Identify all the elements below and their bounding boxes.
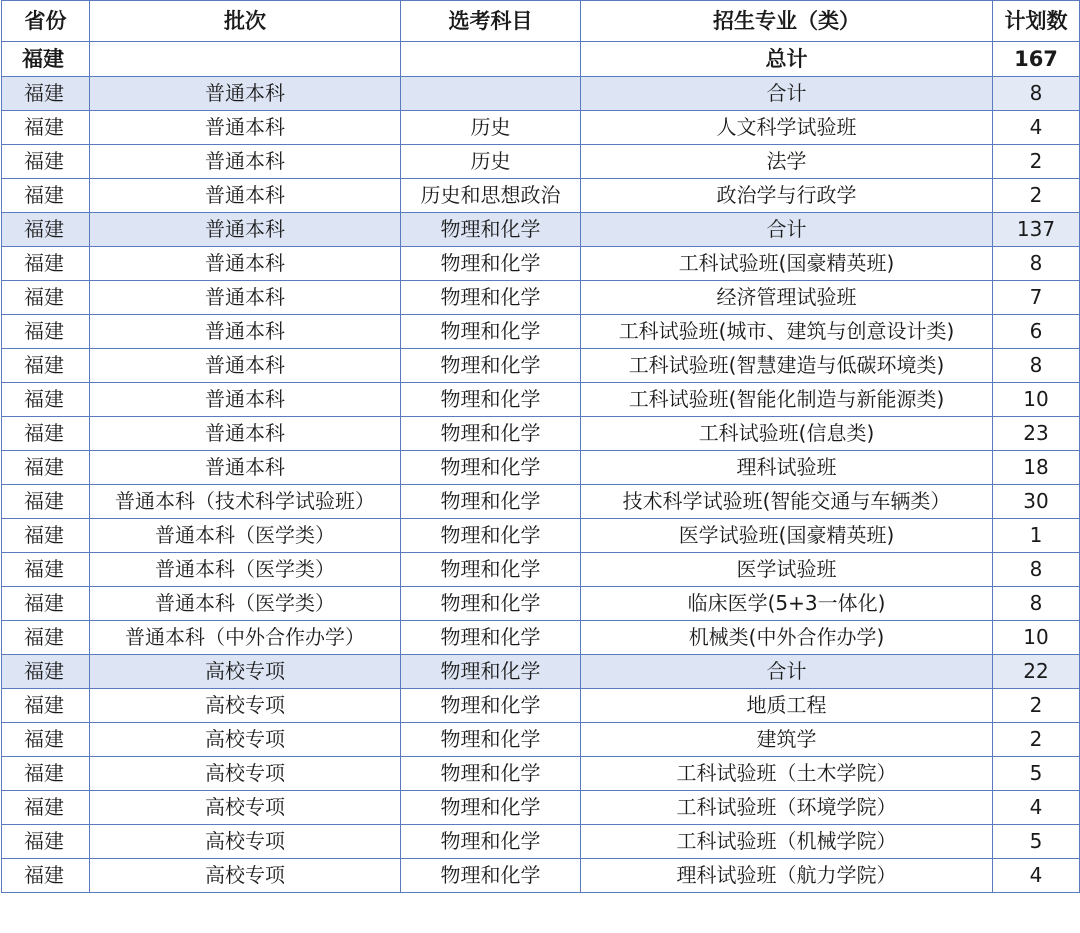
grand-total-row xyxy=(2,42,1080,77)
cell-province: 福建 xyxy=(2,621,90,655)
cell-count: 8 xyxy=(993,77,1080,111)
table-row xyxy=(2,247,1080,281)
cell-major: 医学试验班 xyxy=(581,553,993,587)
cell-major: 临床医学(5+3一体化) xyxy=(581,587,993,621)
cell-major: 工科试验班(智慧建造与低碳环境类) xyxy=(581,349,993,383)
cell-major: 工科试验班(信息类) xyxy=(581,417,993,451)
cell-subject: 物理和化学 xyxy=(401,315,581,349)
cell-batch: 普通本科 xyxy=(90,383,401,417)
cell-major: 合计 xyxy=(581,77,993,111)
cell-subject: 物理和化学 xyxy=(401,757,581,791)
table-row xyxy=(2,859,1080,893)
enrollment-plan-table xyxy=(1,0,1080,893)
cell-province: 福建 xyxy=(2,791,90,825)
cell-count: 18 xyxy=(993,451,1080,485)
cell-subject: 物理和化学 xyxy=(401,247,581,281)
cell-batch: 普通本科 xyxy=(90,349,401,383)
cell-province: 福建 xyxy=(2,145,90,179)
cell-batch: 普通本科 xyxy=(90,213,401,247)
cell-major: 技术科学试验班(智能交通与车辆类） xyxy=(581,485,993,519)
table-row xyxy=(2,519,1080,553)
cell-count: 4 xyxy=(993,791,1080,825)
cell-subject: 物理和化学 xyxy=(401,213,581,247)
table-row xyxy=(2,621,1080,655)
cell-count: 2 xyxy=(993,179,1080,213)
cell-batch: 高校专项 xyxy=(90,655,401,689)
cell-subject: 物理和化学 xyxy=(401,723,581,757)
cell-batch: 高校专项 xyxy=(90,825,401,859)
cell-province: 福建 xyxy=(2,859,90,893)
table-row xyxy=(2,485,1080,519)
cell-province: 福建 xyxy=(2,349,90,383)
table-row xyxy=(2,689,1080,723)
table-row xyxy=(2,553,1080,587)
cell-batch: 高校专项 xyxy=(90,791,401,825)
table-row xyxy=(2,757,1080,791)
cell-batch: 普通本科 xyxy=(90,315,401,349)
table-row xyxy=(2,281,1080,315)
cell-batch: 普通本科 xyxy=(90,281,401,315)
cell-major: 工科试验班（机械学院） xyxy=(581,825,993,859)
table-row xyxy=(2,451,1080,485)
cell-province: 福建 xyxy=(2,689,90,723)
cell-count: 23 xyxy=(993,417,1080,451)
table-row xyxy=(2,383,1080,417)
table-row xyxy=(2,349,1080,383)
cell-count: 10 xyxy=(993,621,1080,655)
cell-subject: 物理和化学 xyxy=(401,281,581,315)
cell-major: 人文科学试验班 xyxy=(581,111,993,145)
cell-province: 福建 xyxy=(2,417,90,451)
cell-batch: 普通本科 xyxy=(90,111,401,145)
table-row xyxy=(2,315,1080,349)
cell-major: 法学 xyxy=(581,145,993,179)
cell-province: 福建 xyxy=(2,519,90,553)
table-row xyxy=(2,825,1080,859)
cell-subject: 物理和化学 xyxy=(401,587,581,621)
cell-subject: 物理和化学 xyxy=(401,519,581,553)
cell-major: 政治学与行政学 xyxy=(581,179,993,213)
cell-count: 7 xyxy=(993,281,1080,315)
cell-batch: 普通本科 xyxy=(90,145,401,179)
cell-batch: 普通本科（医学类） xyxy=(90,519,401,553)
cell-province: 福建 xyxy=(2,383,90,417)
cell-province: 福建 xyxy=(2,111,90,145)
cell-subject: 物理和化学 xyxy=(401,689,581,723)
table-body xyxy=(2,42,1080,893)
cell-count: 137 xyxy=(993,213,1080,247)
cell-major: 地质工程 xyxy=(581,689,993,723)
cell-batch: 普通本科（医学类） xyxy=(90,553,401,587)
cell-subject: 物理和化学 xyxy=(401,655,581,689)
cell-batch: 高校专项 xyxy=(90,723,401,757)
table-row xyxy=(2,587,1080,621)
cell-count: 8 xyxy=(993,587,1080,621)
cell-batch: 普通本科（医学类） xyxy=(90,587,401,621)
cell-batch: 高校专项 xyxy=(90,689,401,723)
cell-count: 8 xyxy=(993,349,1080,383)
subtotal-row xyxy=(2,655,1080,689)
cell-province: 福建 xyxy=(2,723,90,757)
cell-subject xyxy=(401,77,581,111)
cell-major: 工科试验班(国豪精英班) xyxy=(581,247,993,281)
cell-province: 福建 xyxy=(2,451,90,485)
cell-major: 工科试验班（土木学院） xyxy=(581,757,993,791)
cell-major: 合计 xyxy=(581,213,993,247)
grand-total-province: 福建 xyxy=(2,42,90,77)
cell-subject: 物理和化学 xyxy=(401,825,581,859)
cell-batch: 普通本科 xyxy=(90,179,401,213)
cell-major: 理科试验班（航力学院） xyxy=(581,859,993,893)
cell-count: 2 xyxy=(993,689,1080,723)
cell-batch: 普通本科 xyxy=(90,77,401,111)
table-row xyxy=(2,111,1080,145)
table-row xyxy=(2,723,1080,757)
cell-count: 8 xyxy=(993,553,1080,587)
cell-major: 机械类(中外合作办学) xyxy=(581,621,993,655)
cell-province: 福建 xyxy=(2,179,90,213)
cell-count: 10 xyxy=(993,383,1080,417)
cell-province: 福建 xyxy=(2,247,90,281)
table-row xyxy=(2,145,1080,179)
table-row xyxy=(2,791,1080,825)
subtotal-row xyxy=(2,213,1080,247)
grand-total-subject xyxy=(401,42,581,77)
cell-subject: 物理和化学 xyxy=(401,451,581,485)
cell-count: 30 xyxy=(993,485,1080,519)
header-major: 招生专业（类） xyxy=(581,1,993,42)
cell-subject: 物理和化学 xyxy=(401,417,581,451)
cell-batch: 高校专项 xyxy=(90,757,401,791)
cell-count: 2 xyxy=(993,145,1080,179)
cell-batch: 高校专项 xyxy=(90,859,401,893)
cell-province: 福建 xyxy=(2,553,90,587)
cell-subject: 历史 xyxy=(401,145,581,179)
cell-batch: 普通本科 xyxy=(90,417,401,451)
header-subject: 选考科目 xyxy=(401,1,581,42)
cell-province: 福建 xyxy=(2,757,90,791)
cell-subject: 物理和化学 xyxy=(401,485,581,519)
cell-subject: 物理和化学 xyxy=(401,349,581,383)
cell-subject: 历史 xyxy=(401,111,581,145)
cell-count: 4 xyxy=(993,859,1080,893)
cell-province: 福建 xyxy=(2,281,90,315)
cell-province: 福建 xyxy=(2,77,90,111)
cell-major: 工科试验班(城市、建筑与创意设计类) xyxy=(581,315,993,349)
table-row xyxy=(2,179,1080,213)
cell-major: 医学试验班(国豪精英班) xyxy=(581,519,993,553)
table-header xyxy=(2,1,1080,42)
cell-major: 工科试验班(智能化制造与新能源类) xyxy=(581,383,993,417)
header-count: 计划数 xyxy=(993,1,1080,42)
cell-count: 1 xyxy=(993,519,1080,553)
cell-count: 4 xyxy=(993,111,1080,145)
cell-subject: 物理和化学 xyxy=(401,621,581,655)
cell-major: 建筑学 xyxy=(581,723,993,757)
cell-count: 22 xyxy=(993,655,1080,689)
grand-total-label: 总计 xyxy=(581,42,993,77)
cell-batch: 普通本科（中外合作办学） xyxy=(90,621,401,655)
cell-province: 福建 xyxy=(2,825,90,859)
cell-batch: 普通本科 xyxy=(90,247,401,281)
grand-total-batch xyxy=(90,42,401,77)
cell-province: 福建 xyxy=(2,213,90,247)
cell-subject: 历史和思想政治 xyxy=(401,179,581,213)
cell-province: 福建 xyxy=(2,587,90,621)
cell-province: 福建 xyxy=(2,655,90,689)
cell-subject: 物理和化学 xyxy=(401,791,581,825)
cell-province: 福建 xyxy=(2,485,90,519)
cell-major: 经济管理试验班 xyxy=(581,281,993,315)
cell-major: 工科试验班（环境学院） xyxy=(581,791,993,825)
cell-subject: 物理和化学 xyxy=(401,383,581,417)
cell-count: 6 xyxy=(993,315,1080,349)
cell-count: 5 xyxy=(993,757,1080,791)
header-batch: 批次 xyxy=(90,1,401,42)
header-row xyxy=(2,1,1080,42)
subtotal-row xyxy=(2,77,1080,111)
cell-subject: 物理和化学 xyxy=(401,553,581,587)
cell-batch: 普通本科（技术科学试验班） xyxy=(90,485,401,519)
cell-count: 8 xyxy=(993,247,1080,281)
table-row xyxy=(2,417,1080,451)
cell-batch: 普通本科 xyxy=(90,451,401,485)
grand-total-count: 167 xyxy=(993,42,1080,77)
cell-count: 5 xyxy=(993,825,1080,859)
cell-subject: 物理和化学 xyxy=(401,859,581,893)
cell-count: 2 xyxy=(993,723,1080,757)
cell-major: 理科试验班 xyxy=(581,451,993,485)
header-province: 省份 xyxy=(2,1,90,42)
cell-major: 合计 xyxy=(581,655,993,689)
cell-province: 福建 xyxy=(2,315,90,349)
